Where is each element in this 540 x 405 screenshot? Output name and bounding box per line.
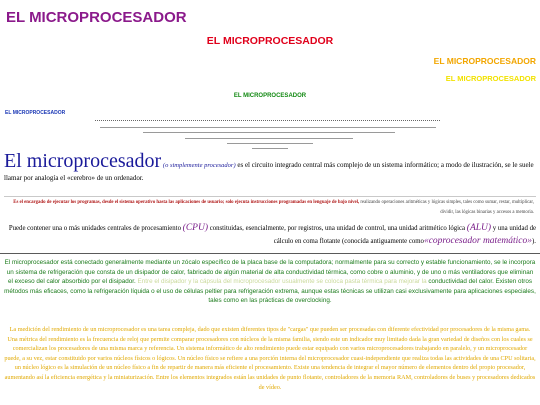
- cooling-text-2: conductividad del calor. Existen otros métodos más eficaces, como la refrigeración líquida o el uso de células peltier para refrigeración extrema, aunque estas técnicas se utilizan casi exclusivamente para aplicaciones especiales, tales como en las prácticas de overclocking.: [4, 278, 536, 305]
- heading-1: EL MICROPROCESADOR: [6, 9, 187, 26]
- dotted-rule: [95, 120, 440, 121]
- cooling-text-1: El microprocesador está conectado generalmente mediante un zócalo específico de la placa base de la computadora; normalmente para su correcto y estable funcionamiento, se le incorpora un sistema de refrigeración que consta de un disipador de calor, fabricado de algún material de alta conductividad térmica, como cobre o aluminio, y de uno o más ventiladores que eliminan el exceso del calor absorbido por el disipador.: [4, 259, 536, 286]
- coprocessor-term: «coprocesador matemático»: [423, 236, 533, 246]
- intro-title: El microprocesador: [4, 150, 162, 172]
- intro-paragraph: [4, 150, 534, 185]
- heading-3: EL MICROPROCESADOR: [433, 56, 536, 66]
- heading-6: EL MICROPROCESADOR: [5, 110, 66, 116]
- cpu-text-1: Puede contener una o más unidades centrales de procesamiento: [8, 225, 181, 232]
- heading-4: EL MICROPROCESADOR: [445, 74, 536, 83]
- intro-aside: (o simplemente procesador): [162, 162, 236, 169]
- cpu-term: (CPU): [182, 223, 208, 233]
- note-paragraph: [9, 198, 534, 218]
- horizontal-rule: [185, 138, 353, 139]
- note-bold: Es el encargado de ejecutar los programas, desde el sistema operativo hasta las aplicaciones de usuario; solo ejecuta instrucciones programadas en lenguaje de bajo nivel,: [13, 200, 360, 205]
- note-rest: realizando operaciones aritméticas y lógicas simples, tales como sumar, restar, multiplicar, dividir, las lógicas binarias y accesos a memoria.: [360, 200, 534, 215]
- cooling-paragraph: [4, 258, 536, 306]
- section-divider: [0, 253, 540, 254]
- intro-text: es el circuito integrado central más complejo de un sistema informático; a modo de ilustración, se le suele llamar por analogía el «cerebro» de un ordenador.: [4, 161, 534, 182]
- heading-5: EL MICROPROCESADOR: [233, 93, 307, 99]
- cooling-text-faint: Entre el disipador y la cápsula del microprocesador usualmente se coloca pasta térmica para mejorar la: [137, 278, 427, 286]
- divider: [4, 196, 536, 197]
- cpu-paragraph: [4, 222, 536, 248]
- heading-2: EL MICROPROCESADOR: [206, 35, 334, 47]
- horizontal-rule: [227, 143, 313, 144]
- horizontal-rule: [143, 132, 395, 133]
- cpu-text-3: y una unidad de cálculo en coma flotante (conocida antiguamente como: [273, 225, 536, 245]
- alu-term: (ALU): [466, 223, 492, 233]
- cpu-text-2: constituidas, esencialmente, por registros, una unidad de control, una unidad aritmético lógica: [209, 225, 466, 232]
- horizontal-rule: [252, 148, 288, 149]
- horizontal-rule: [100, 127, 436, 128]
- performance-paragraph: La medición del rendimiento de un microprocesador es una tarea compleja, dado que existen diferentes tipos de "cargas" que pueden ser procesadas con diferente efectividad por procesadores de la misma gama. Una métrica del rendimiento es la frecuencia de reloj que permite comparar procesadores con núcleos de la misma familia, siendo este un indicador muy limitado dada la gran variedad de diseños con los cuales se comercializan los procesadores de una misma marca y referencia. Un sistema informático de alto rendimiento puede estar equipado con varios microprocesadores trabajando en paralelo, y un microprocesador puede, a su vez, estar constituido por varios núcleos físicos o lógicos. Un núcleo físico se refiere a una porción interna del microprocesador cuasi-independiente que realiza todas las actividades de una CPU solitaria, un núcleo lógico es la simulación de un núcleo físico a fin de repartir de manera más eficiente el procesamiento. Existe una tendencia de integrar el mayor número de elementos dentro del propio procesador, aumentando así la eficiencia energética y la miniaturización. Entre los elementos integrados están las unidades de punto flotante, controladores de la memoria RAM, controladores de buses y procesadores dedicados de vídeo.: [4, 326, 536, 391]
- cpu-text-4: ).: [532, 238, 536, 245]
